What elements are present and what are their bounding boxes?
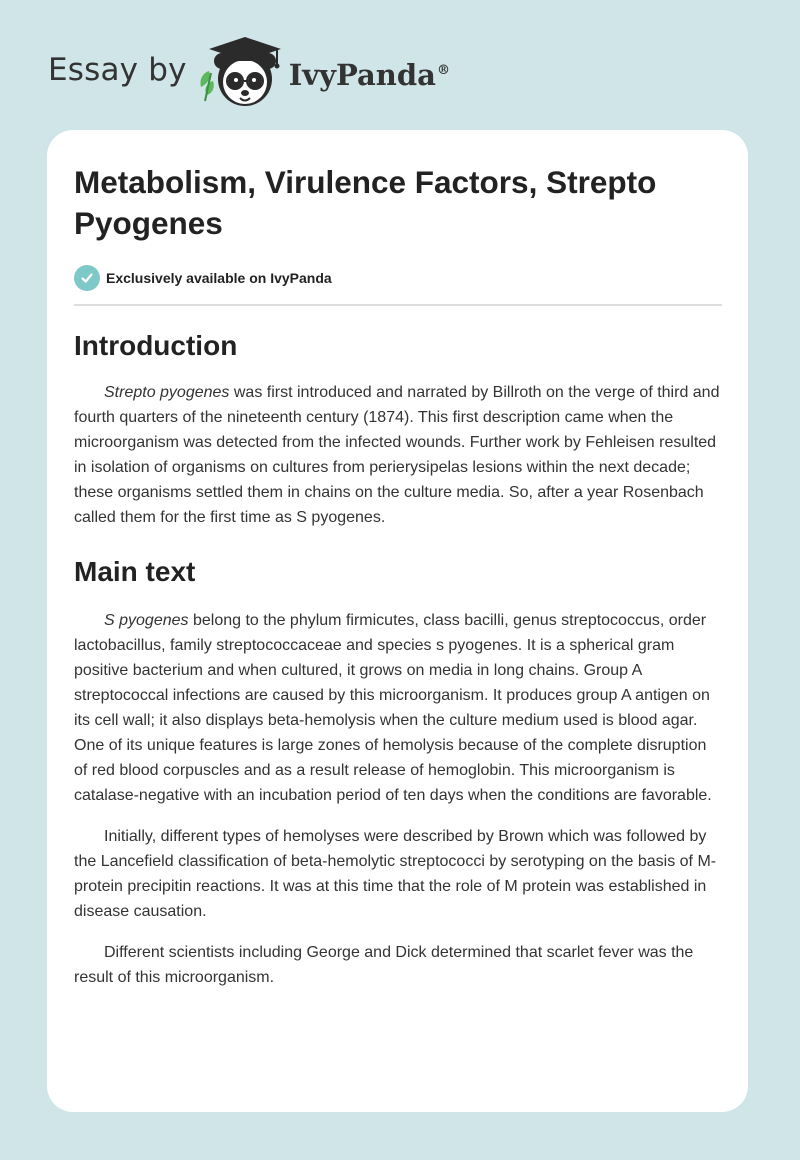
paragraph	[74, 608, 722, 808]
site-brand[interactable]	[48, 34, 450, 112]
section-heading-introduction: Introduction	[74, 330, 238, 361]
ivypanda-logo-icon	[197, 35, 285, 111]
paragraph-lead: Strepto pyogenes	[104, 384, 230, 401]
section-heading-main-text: Main text	[74, 556, 196, 587]
brand-prefix: Essay by	[48, 52, 187, 88]
paragraph-lead: S pyogenes	[104, 612, 189, 629]
page-title: Metabolism, Virulence Factors, Strepto Pyogenes	[74, 164, 657, 241]
badge-text: Exclusively available on IvyPanda	[106, 270, 332, 286]
paragraph	[74, 380, 722, 530]
checkmark-icon	[74, 265, 100, 291]
paragraph: Initially, different types of hemolyses were described by Brown which was followed by the Lancefield classification of beta-hemolytic streptococci by serotyping on the basis of M-protein precipitin reactions. It was at this time that the role of M protein was established in disease causation.	[74, 828, 717, 920]
essay-card	[47, 130, 748, 1112]
paragraph-text: belong to the phylum firmicutes, class bacilli, genus streptococcus, order lactobacillus, family streptococcaceae and species s pyogenes. It is a spherical gram positive bacterium and when cultured, it grows on media in long chains. Group A streptococcal infections are caused by this microorganism. It produces group A antigen on its cell wall; it also displays beta-hemolysis when the culture medium used is blood agar. One of its unique features is large zones of hemolysis because of the complete disruption of red blood corpuscles and as a result release of hemoglobin. This microorganism is catalase-negative with an incubation period of ten days when the conditions are favorable.	[74, 612, 712, 804]
divider	[74, 304, 722, 306]
exclusive-badge	[74, 264, 722, 292]
paragraph: Different scientists including George and Dick determined that scarlet fever was the result of this microorganism.	[74, 944, 694, 986]
paragraph-text: was first introduced and narrated by Billroth on the verge of third and fourth quarters of the nineteenth century (1874). This first description came when the microorganism was detected from the infected wounds. Further work by Fehleisen resulted in isolation of organisms on cultures from perierysipelas lesions within the next decade; these organisms settled them in chains on the culture media. So, after a year Rosenbach called them for the first time as S pyogenes.	[74, 384, 720, 526]
brand-name: IvyPanda®	[288, 58, 450, 92]
registered-mark: ®	[436, 63, 450, 79]
